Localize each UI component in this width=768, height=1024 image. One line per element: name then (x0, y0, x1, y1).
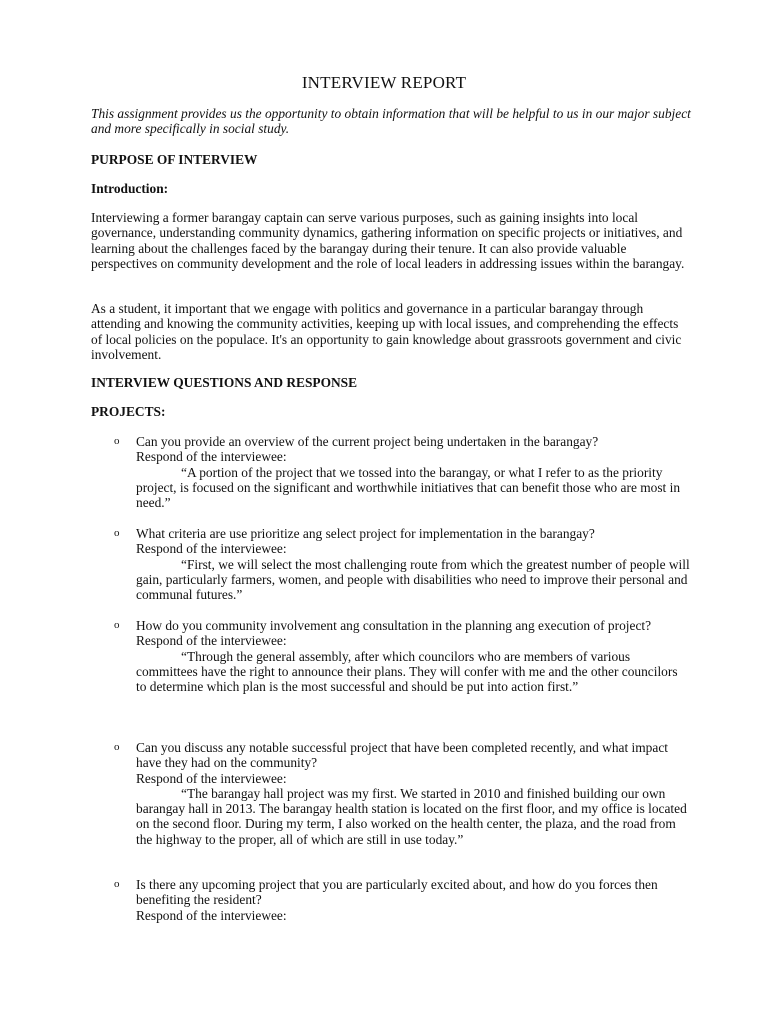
bullet-icon: o (114, 878, 120, 890)
qa-item (91, 434, 691, 510)
questions-heading: INTERVIEW QUESTIONS AND RESPONSE (91, 375, 358, 390)
question-text: Can you discuss any notable successful project that have been completed recently, and what impact have they had on the community? (136, 740, 668, 771)
answer-text: “Through the general assembly, after which councilors who are members of various committees have the right to announce their plans. They will confer with me and the other councilors to determine which plan is the most successful and should be put into action first.” (136, 648, 678, 695)
purpose-heading: PURPOSE OF INTERVIEW (91, 152, 258, 167)
bullet-icon: o (114, 619, 120, 631)
answer-text: “A portion of the project that we tossed into the barangay, or what I refer to as the priority project, is focused on the significant and worthwhile initiatives that can benefit those who are most in need.” (136, 464, 681, 511)
bullet-icon: o (114, 741, 120, 753)
question-text: Can you provide an overview of the current project being undertaken in the barangay? (136, 434, 599, 449)
bullet-icon: o (114, 435, 120, 447)
respond-label: Respond of the interviewee: (136, 449, 287, 465)
body-paragraph-2: As a student, it important that we engage with politics and governance in a particular barangay through attending and knowing the community activities, keeping up with local issues, and comprehending the effects of local policies on the populace. It's an opportunity to gain knowledge about grassroots government and civic involvement. (91, 301, 682, 362)
qa-item (91, 877, 691, 923)
respond-label: Respond of the interviewee: (136, 907, 287, 923)
qa-item (91, 526, 691, 602)
question-text: How do you community involvement ang consultation in the planning ang execution of project? (136, 618, 652, 633)
answer-text: “First, we will select the most challenging route from which the greatest number of people will gain, particularly farmers, women, and people with disabilities who need to improve their personal and communal futures.” (136, 556, 690, 603)
respond-label: Respond of the interviewee: (136, 633, 287, 649)
introduction-heading: Introduction: (91, 181, 169, 196)
question-text: What criteria are use prioritize ang select project for implementation in the barangay? (136, 526, 595, 541)
bullet-icon: o (114, 527, 120, 539)
respond-label: Respond of the interviewee: (136, 770, 287, 786)
qa-item (91, 618, 691, 694)
answer-text: “The barangay hall project was my first. We started in 2010 and finished building our own barangay hall in 2013. The barangay health station is located on the first floor, and my office is located on the second floor. During my term, I also worked on the health center, the plaza, and the road from the highway to the proper, all of which are still in use today.” (136, 785, 687, 847)
respond-label: Respond of the interviewee: (136, 541, 287, 557)
question-text: Is there any upcoming project that you are particularly excited about, and how do you forces then benefiting the resident? (136, 877, 658, 908)
intro-paragraph: This assignment provides us the opportunity to obtain information that will be helpful to us in our major subject and more specifically in social study. (91, 106, 691, 137)
body-paragraph-1: Interviewing a former barangay captain can serve various purposes, such as gaining insights into local governance, understanding community dynamics, gathering information on specific projects or initiatives, and learning about the challenges faced by the barangay during their tenure. It can also provide valuable perspectives on community development and the role of local leaders in addressing issues within the barangay. (91, 210, 685, 271)
document-title: INTERVIEW REPORT (301, 73, 467, 92)
projects-heading: PROJECTS: (91, 404, 166, 419)
qa-item (91, 740, 691, 847)
